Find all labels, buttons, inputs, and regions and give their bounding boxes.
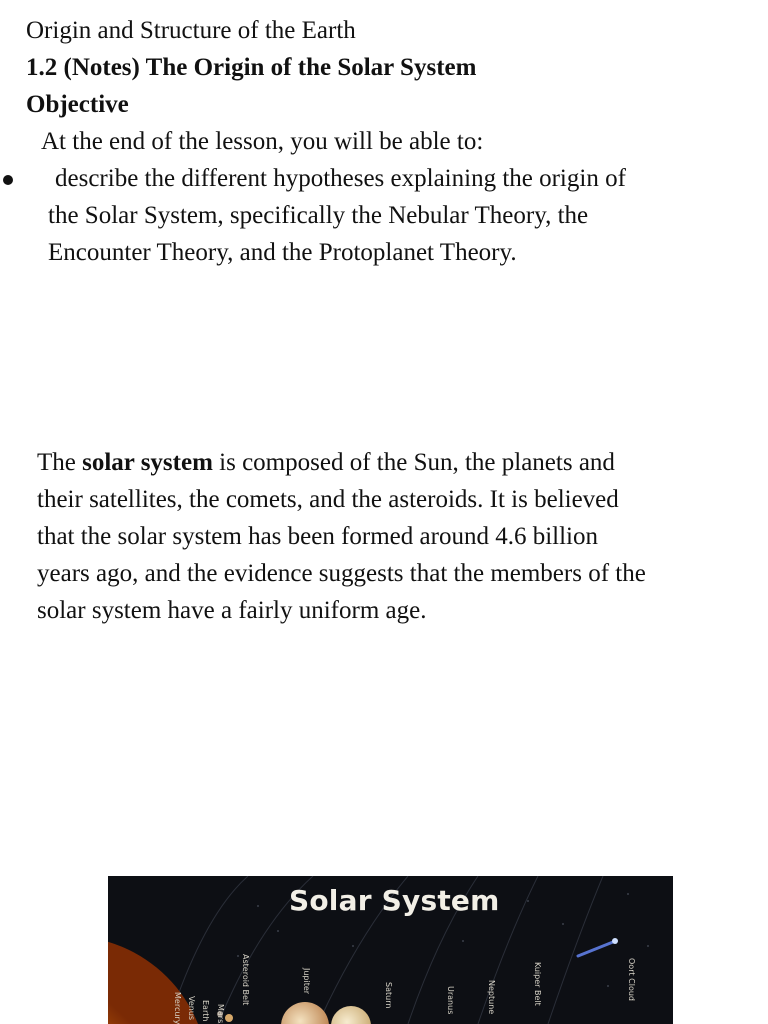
label-uranus: Uranus (446, 986, 455, 1015)
label-kuiper-belt: Kuiper Belt (533, 962, 542, 1006)
label-neptune: Neptune (487, 980, 496, 1015)
paragraph-text: is composed of the Sun, the planets and (212, 449, 615, 476)
bullet-icon (3, 175, 13, 185)
lesson-title: 1.2 (Notes) The Origin of the Solar System (26, 54, 477, 81)
course-title: Origin and Structure of the Earth (26, 17, 356, 44)
venus-icon (225, 1014, 233, 1022)
key-term: solar system (82, 449, 213, 476)
paragraph-line: solar system have a fairly uniform age. (37, 597, 427, 624)
paragraph-line: their satellites, the comets, and the asteroids. It is believed (37, 486, 619, 513)
label-venus: Venus (187, 996, 196, 1021)
label-saturn: Saturn (384, 982, 393, 1009)
paragraph-text: The (37, 449, 83, 476)
objective-line: Encounter Theory, and the Protoplanet Theory. (48, 239, 517, 266)
label-mercury: Mercury (173, 992, 182, 1024)
label-oort-cloud: Oort Cloud (627, 958, 636, 1002)
solar-system-poster (108, 876, 673, 1024)
objective-intro: At the end of the lesson, you will be able to: (41, 128, 484, 155)
objective-line: describe the different hypotheses explaining the origin of (55, 165, 626, 192)
poster-title: Solar System (289, 884, 500, 917)
label-earth: Earth (201, 1000, 210, 1022)
label-asteroid-belt: Asteroid Belt (241, 954, 250, 1006)
objective-heading: Objective (26, 91, 129, 118)
paragraph-line: years ago, and the evidence suggests that the members of the (37, 560, 646, 587)
label-jupiter: Jupiter (302, 968, 311, 995)
paragraph-line: that the solar system has been formed around 4.6 billion (37, 523, 598, 550)
objective-line: the Solar System, specifically the Nebular Theory, the (48, 202, 589, 229)
label-mars: Mars (216, 1004, 225, 1024)
paragraph-line (37, 448, 615, 478)
